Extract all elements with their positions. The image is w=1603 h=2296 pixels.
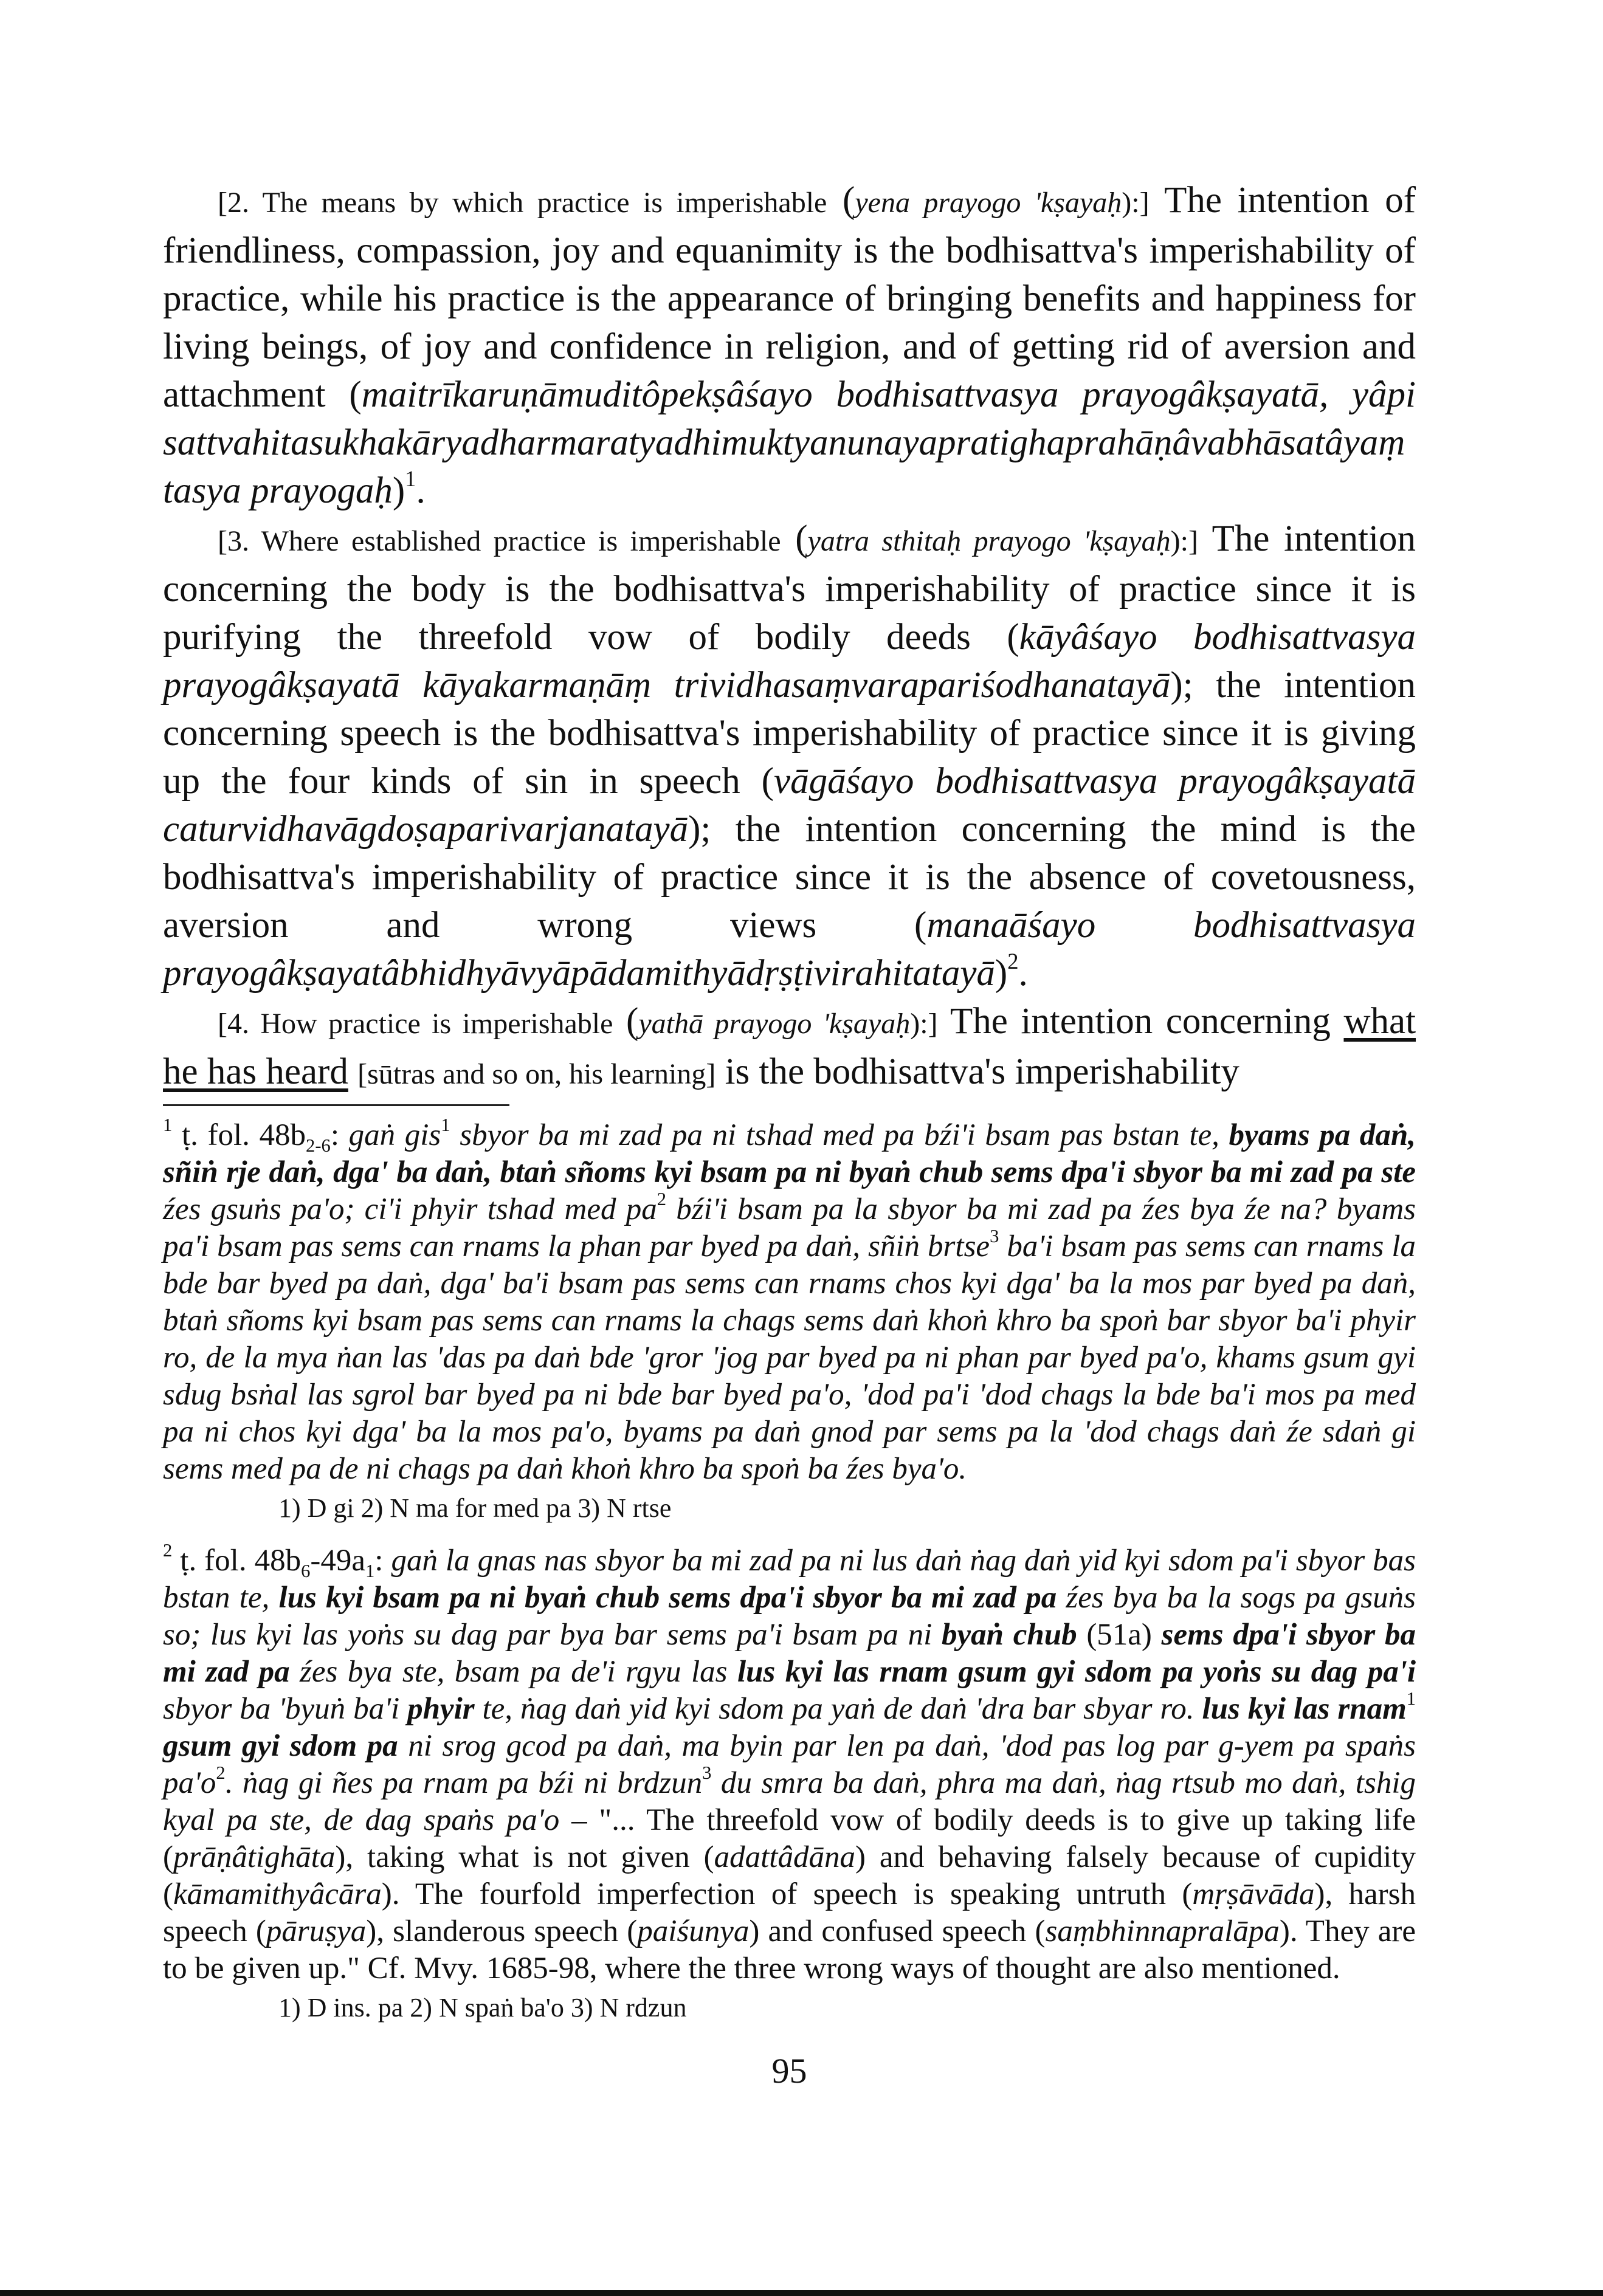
footnote-2: $^2$ ṭ. fol. $48b_6-49a_1$: gaṅ la gnas nas sbyor ba mi zad pa ni lus daṅ ṅag daṅ yid kyi sdom pa'i sbyor bas bstan te, lus kyi bsam pa ni byaṅ chub sems dpa'i sbyor ba mi zad pa źes bya ba la sogs pa gsuṅs so; lus kyi las yoṅs su dag par bya bar sems pa'i bsam pa ni byaṅ chub (51a) sems dpa'i sbyor ba mi zad pa źes bya ste, bsam pa de'i rgyu las lus kyi las rnam gsum gyi sdom pa yoṅs su dag pa'i sbyor ba 'byuṅ ba'i phyir te, ṅag daṅ yid kyi sdom pa yaṅ de daṅ 'dra bar sbyar ro. lus kyi las rnam$^1$ gsum gyi sdom pa ni srog gcod pa daṅ, ma byin par len pa daṅ, 'dod pas log par g-yem pa spaṅs $pa'o^2$. ṅag gi ñes pa rnam pa bźi ni brdzun$^3$ du smra ba daṅ, phra ma daṅ, ṅag rtsub mo daṅ, tshig kyal pa ste, de dag spaṅs pa'o – "... The threefold vow of bodily deeds is to give up taking life (prāṇâtighāta), taking what is not given (adattâdāna) and behaving falsely because of cupidity (kāmamithyâcāra). The fourfold imperfection of speech is speaking untruth (mṛṣāvāda), harsh speech (pāruṣya), slanderous speech (paiśunya) and confused speech (saṃbhinnapralāpa). They are to be given up." Cf. Mvy. 1685-98, where the three wrong ways of thought are also mentioned. xyxy=(163,1540,1416,1985)
footnote-separator xyxy=(163,1104,509,1106)
underlined-phrase: what he has heard xyxy=(163,1001,1416,1092)
sanskrit-text: maitrīkaruṇāmuditôpekṣâśayo bodhisattvasya prayogâkṣayatā, yâpi sattvahitasukhakāryadharmaratyadhimuktyanunayapratighaprahāṇâvabhāsatâyaṃ tasya prayogaḥ xyxy=(163,374,1416,511)
footnote-ref-1[interactable]: 1 xyxy=(405,466,416,492)
scan-bottom-edge xyxy=(0,2290,1603,2296)
paragraph-4: [4. How practice is imperishable (yathā prayogo 'kṣayaḥ):] The intention concerning what he has heard [sūtras and so on, his learning] is the bodhisattva's imperishability xyxy=(163,1001,1416,1092)
footnote-1-variants: 1) D gi 2) N ma for med pa 3) N rtse xyxy=(278,1493,672,1523)
footnote-1: $^1$ ṭ. fol. $48b_{2-6}$: gaṅ gis$^1$ sbyor ba mi zad pa ni tshad med pa bźi'i bsam pas bstan te, byams pa daṅ, sñiṅ rje daṅ, dga' ba daṅ, btaṅ sñoms kyi bsam pa ni byaṅ chub sems dpa'i sbyor ba mi zad pa ste źes gsuṅs pa'o; ci'i phyir tshad med $pa^2$ bźi'i bsam pa la sbyor ba mi zad pa źes bya źe na? byams pa'i bsam pas sems can rnams la phan par byed pa daṅ, sñiṅ brtse$^3$ ba'i bsam pas sems can rnams la bde bar byed pa daṅ, dga' ba'i bsam pas sems can rnams chos kyi dga' ba la mos par byed pa daṅ, btaṅ sñoms kyi bsam pas sems can rnams la chags sems daṅ khoṅ khro ba spoṅ bar sbyor ba'i phyir ro, de la mya ṅan las 'das pa daṅ bde 'gror 'jog par byed pa ni phan par byed pa'o, khams gsum gyi sdug bsṅal las sgrol bar byed pa ni bde bar byed pa'o, 'dod pa'i 'dod chags la bde ba'i mos pa med pa ni chos kyi dga' ba la mos pa'o, byams pa daṅ gnod par sems pa la 'dod chags daṅ źe sdaṅ gi sems med pa de ni chags pa daṅ khoṅ khro ba spoṅ ba źes bya'o. xyxy=(163,1115,1416,1486)
scan-corner-mark xyxy=(0,0,13,7)
page-content xyxy=(163,176,1416,2091)
footnote-ref-2[interactable]: 2 xyxy=(1007,949,1019,974)
paragraph-3: [3. Where established practice is imperishable (yatra sthitaḥ prayogo 'kṣayaḥ):] The intention concerning the body is the bodhisattva's imperishability of practice since it is purifying the threefold vow of bodily deeds (kāyâśayo bodhisattvasya prayogâkṣayatā kāyakarmaṇāṃ trividhasaṃvarapariśodhanatayā); the intention concerning speech is the bodhisattva's imperishability of practice since it is giving up the four kinds of sin in speech (vāgāśayo bodhisattvasya prayogâkṣayatā caturvidhavāgdoṣaparivarjanatayā); the intention concerning the mind is the bodhisattva's imperishability of practice since it is the absence of covetousness, aversion and wrong views (manaāśayo bodhisattvasya prayogâkṣayatâbhidhyāvyāpādamithyādṛṣṭivirahitatayā)$^2$. xyxy=(163,518,1416,994)
page-number: 95 xyxy=(771,2051,807,2091)
paragraph-2: [2. The means by which practice is imperishable (yena prayogo 'kṣayaḥ):] The intention of friendliness, compassion, joy and equanimity is the bodhisattva's imperishability of practice, while his practice is the appearance of bringing benefits and happiness for living beings, of joy and confidence in religion, and of getting rid of aversion and attachment (maitrīkaruṇāmuditôpekṣâśayo bodhisattvasya prayogâkṣayatā, yâpi sattvahitasukhakāryadharmaratyadhimuktyanunayapratighaprahāṇâvabhāsatâyaṃ tasya prayogaḥ)$^1$. xyxy=(163,180,1416,511)
footnote-2-variants: 1) D ins. pa 2) N spaṅ ba'o 3) N rdzun xyxy=(278,1993,687,2023)
